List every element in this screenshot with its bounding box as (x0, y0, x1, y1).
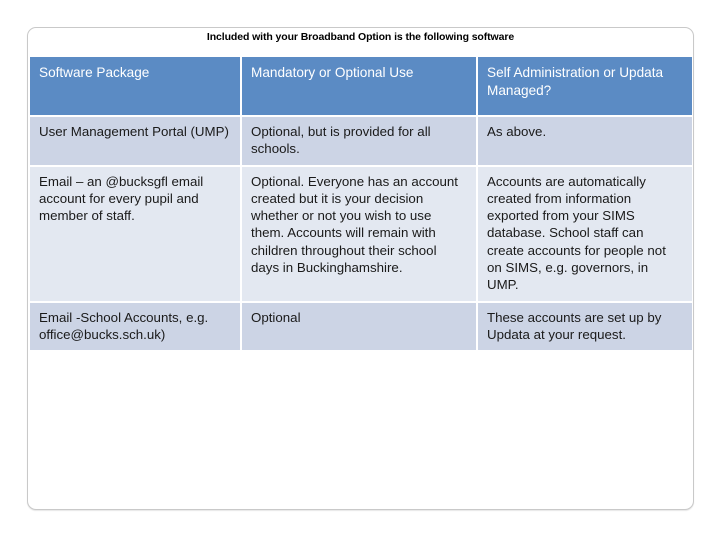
cell-self-administration (477, 166, 692, 302)
cell-text: Optional, but is provided for all schools. (251, 124, 431, 157)
cell-text: User Management Portal (UMP) (39, 124, 229, 139)
table-row (30, 166, 692, 302)
cell-text: Optional. Everyone has an account created but it is your decision whether or not you wish to use them. Accounts will remain with children throughout their school days in Buckinghamshire. (251, 173, 458, 275)
cell-software-package (30, 116, 241, 166)
slide-frame (27, 27, 694, 510)
cell-text: Email – an @bucksgfl email account for every pupil and member of staff. (39, 173, 204, 224)
column-header-software-package: Software Package (30, 57, 241, 116)
cell-text: As above. (487, 124, 547, 139)
page-title: Included with your Broadband Option is the following software (206, 31, 515, 43)
cell-mandatory-or-optional-use (241, 302, 477, 351)
cell-software-package (30, 166, 241, 302)
table-header-row (30, 57, 692, 116)
software-table (30, 57, 692, 350)
cell-mandatory-or-optional-use (241, 116, 477, 166)
cell-mandatory-or-optional-use (241, 166, 477, 302)
column-header-mandatory-or-optional-use: Mandatory or Optional Use (241, 57, 477, 116)
cell-text: Optional (251, 309, 301, 325)
cell-text: Email -School Accounts, e.g. office@bucks.sch.uk) (39, 309, 209, 342)
cell-text: These accounts are set up by Updata at your request. (487, 309, 662, 342)
cell-software-package (30, 302, 241, 351)
table-row (30, 116, 692, 166)
cell-self-administration (477, 116, 692, 166)
table-row (30, 302, 692, 351)
cell-self-administration (477, 302, 692, 351)
column-header-self-administration-or-updata-managed: Self Administration or Updata Managed? (477, 57, 692, 116)
cell-text: Accounts are automatically created from information exported from your SIMS database. School staff can create accounts for people not on SIMS, e.g. governors, in UMP. (487, 173, 666, 293)
